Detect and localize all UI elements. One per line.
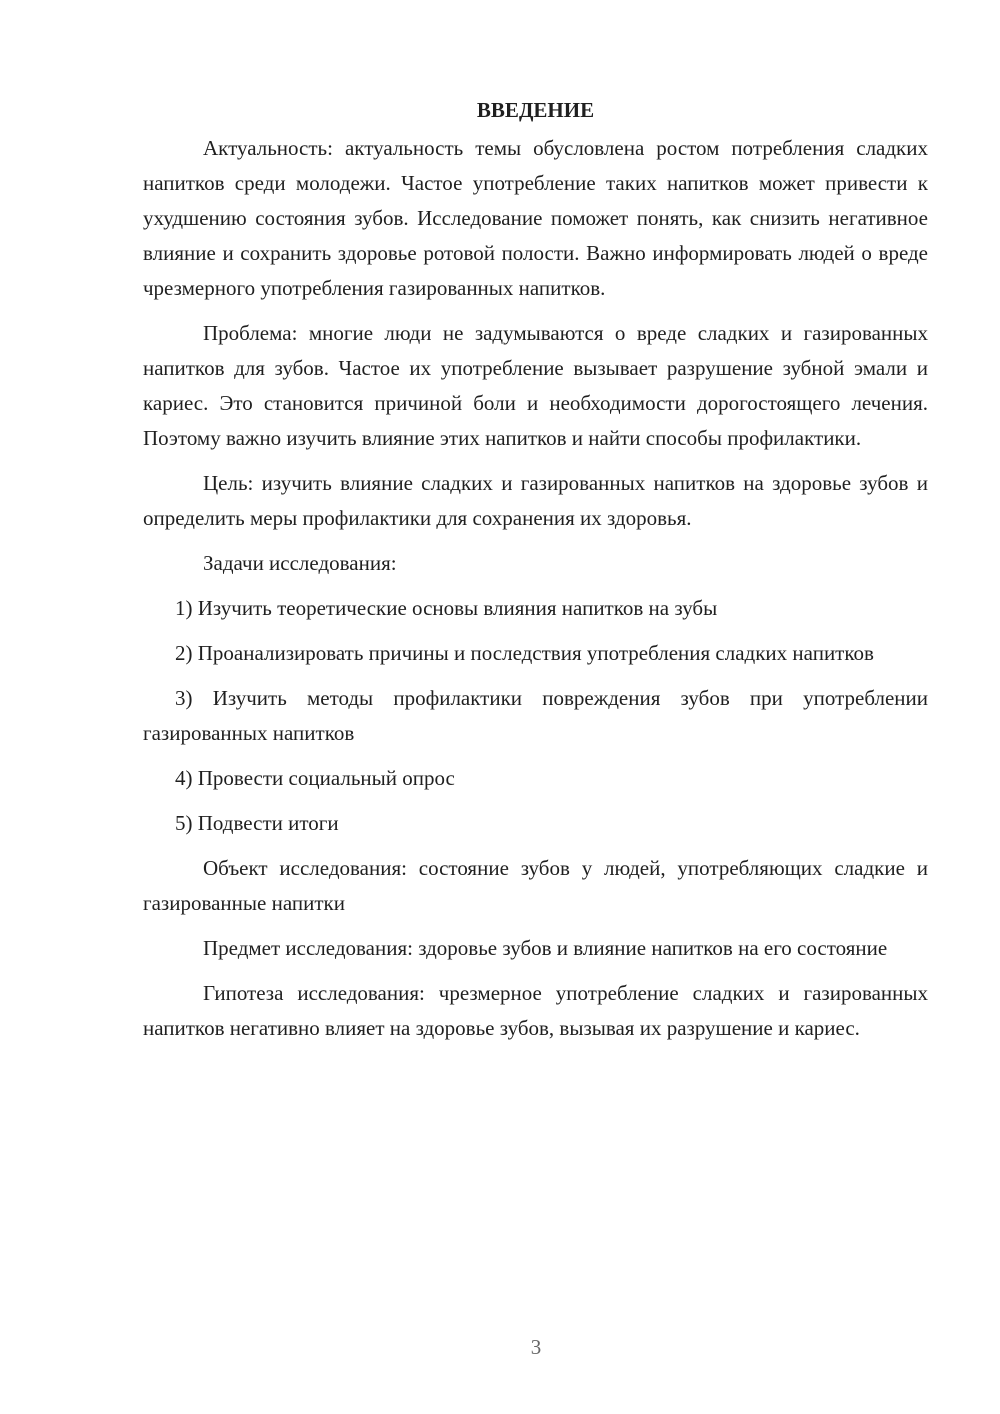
page-number: 3 — [530, 1335, 542, 1359]
task-item-1: 1) Изучить теоретические основы влияния напитков на зубы — [175, 596, 718, 620]
goal-paragraph: Цель: изучить влияние сладких и газированных напитков на здоровье зубов и определить меры профилактики для сохранения их здоровья. — [143, 471, 928, 530]
document-body — [143, 93, 928, 1046]
problem-paragraph: Проблема: многие люди не задумываются о вреде сладких и газированных напитков для зубов. Частое их употребление вызывает разрушение зубной эмали и кариес. Это становится причиной боли и необходимости дорогостоящего лечения. Поэтому важно изучить влияние этих напитков и найти способы профилактики. — [143, 321, 928, 450]
task-item-5: 5) Подвести итоги — [175, 811, 339, 835]
hypothesis-paragraph: Гипотеза исследования: чрезмерное употребление сладких и газированных напитков негативно влияет на здоровье зубов, вызывая их разрушение и кариес. — [143, 981, 928, 1040]
task-item-4: 4) Провести социальный опрос — [175, 766, 455, 790]
task-item-3: 3) Изучить методы профилактики повреждения зубов при употреблении газированных напитков — [143, 686, 928, 745]
task-item-2: 2) Проанализировать причины и последствия употребления сладких напитков — [175, 641, 874, 665]
relevance-paragraph: Актуальность: актуальность темы обусловлена ростом потребления сладких напитков среди молодежи. Частое употребление таких напитков может привести к ухудшению состояния зубов. Исследование поможет понять, как снизить негативное влияние и сохранить здоровье ротовой полости. Важно информировать людей о вреде чрезмерного употребления газированных напитков. — [143, 136, 928, 300]
object-paragraph: Объект исследования: состояние зубов у людей, употребляющих сладкие и газированные напитки — [143, 856, 928, 915]
section-title: ВВЕДЕНИЕ — [476, 98, 595, 122]
subject-paragraph: Предмет исследования: здоровье зубов и влияние напитков на его состояние — [203, 936, 888, 960]
tasks-heading: Задачи исследования: — [203, 551, 397, 575]
